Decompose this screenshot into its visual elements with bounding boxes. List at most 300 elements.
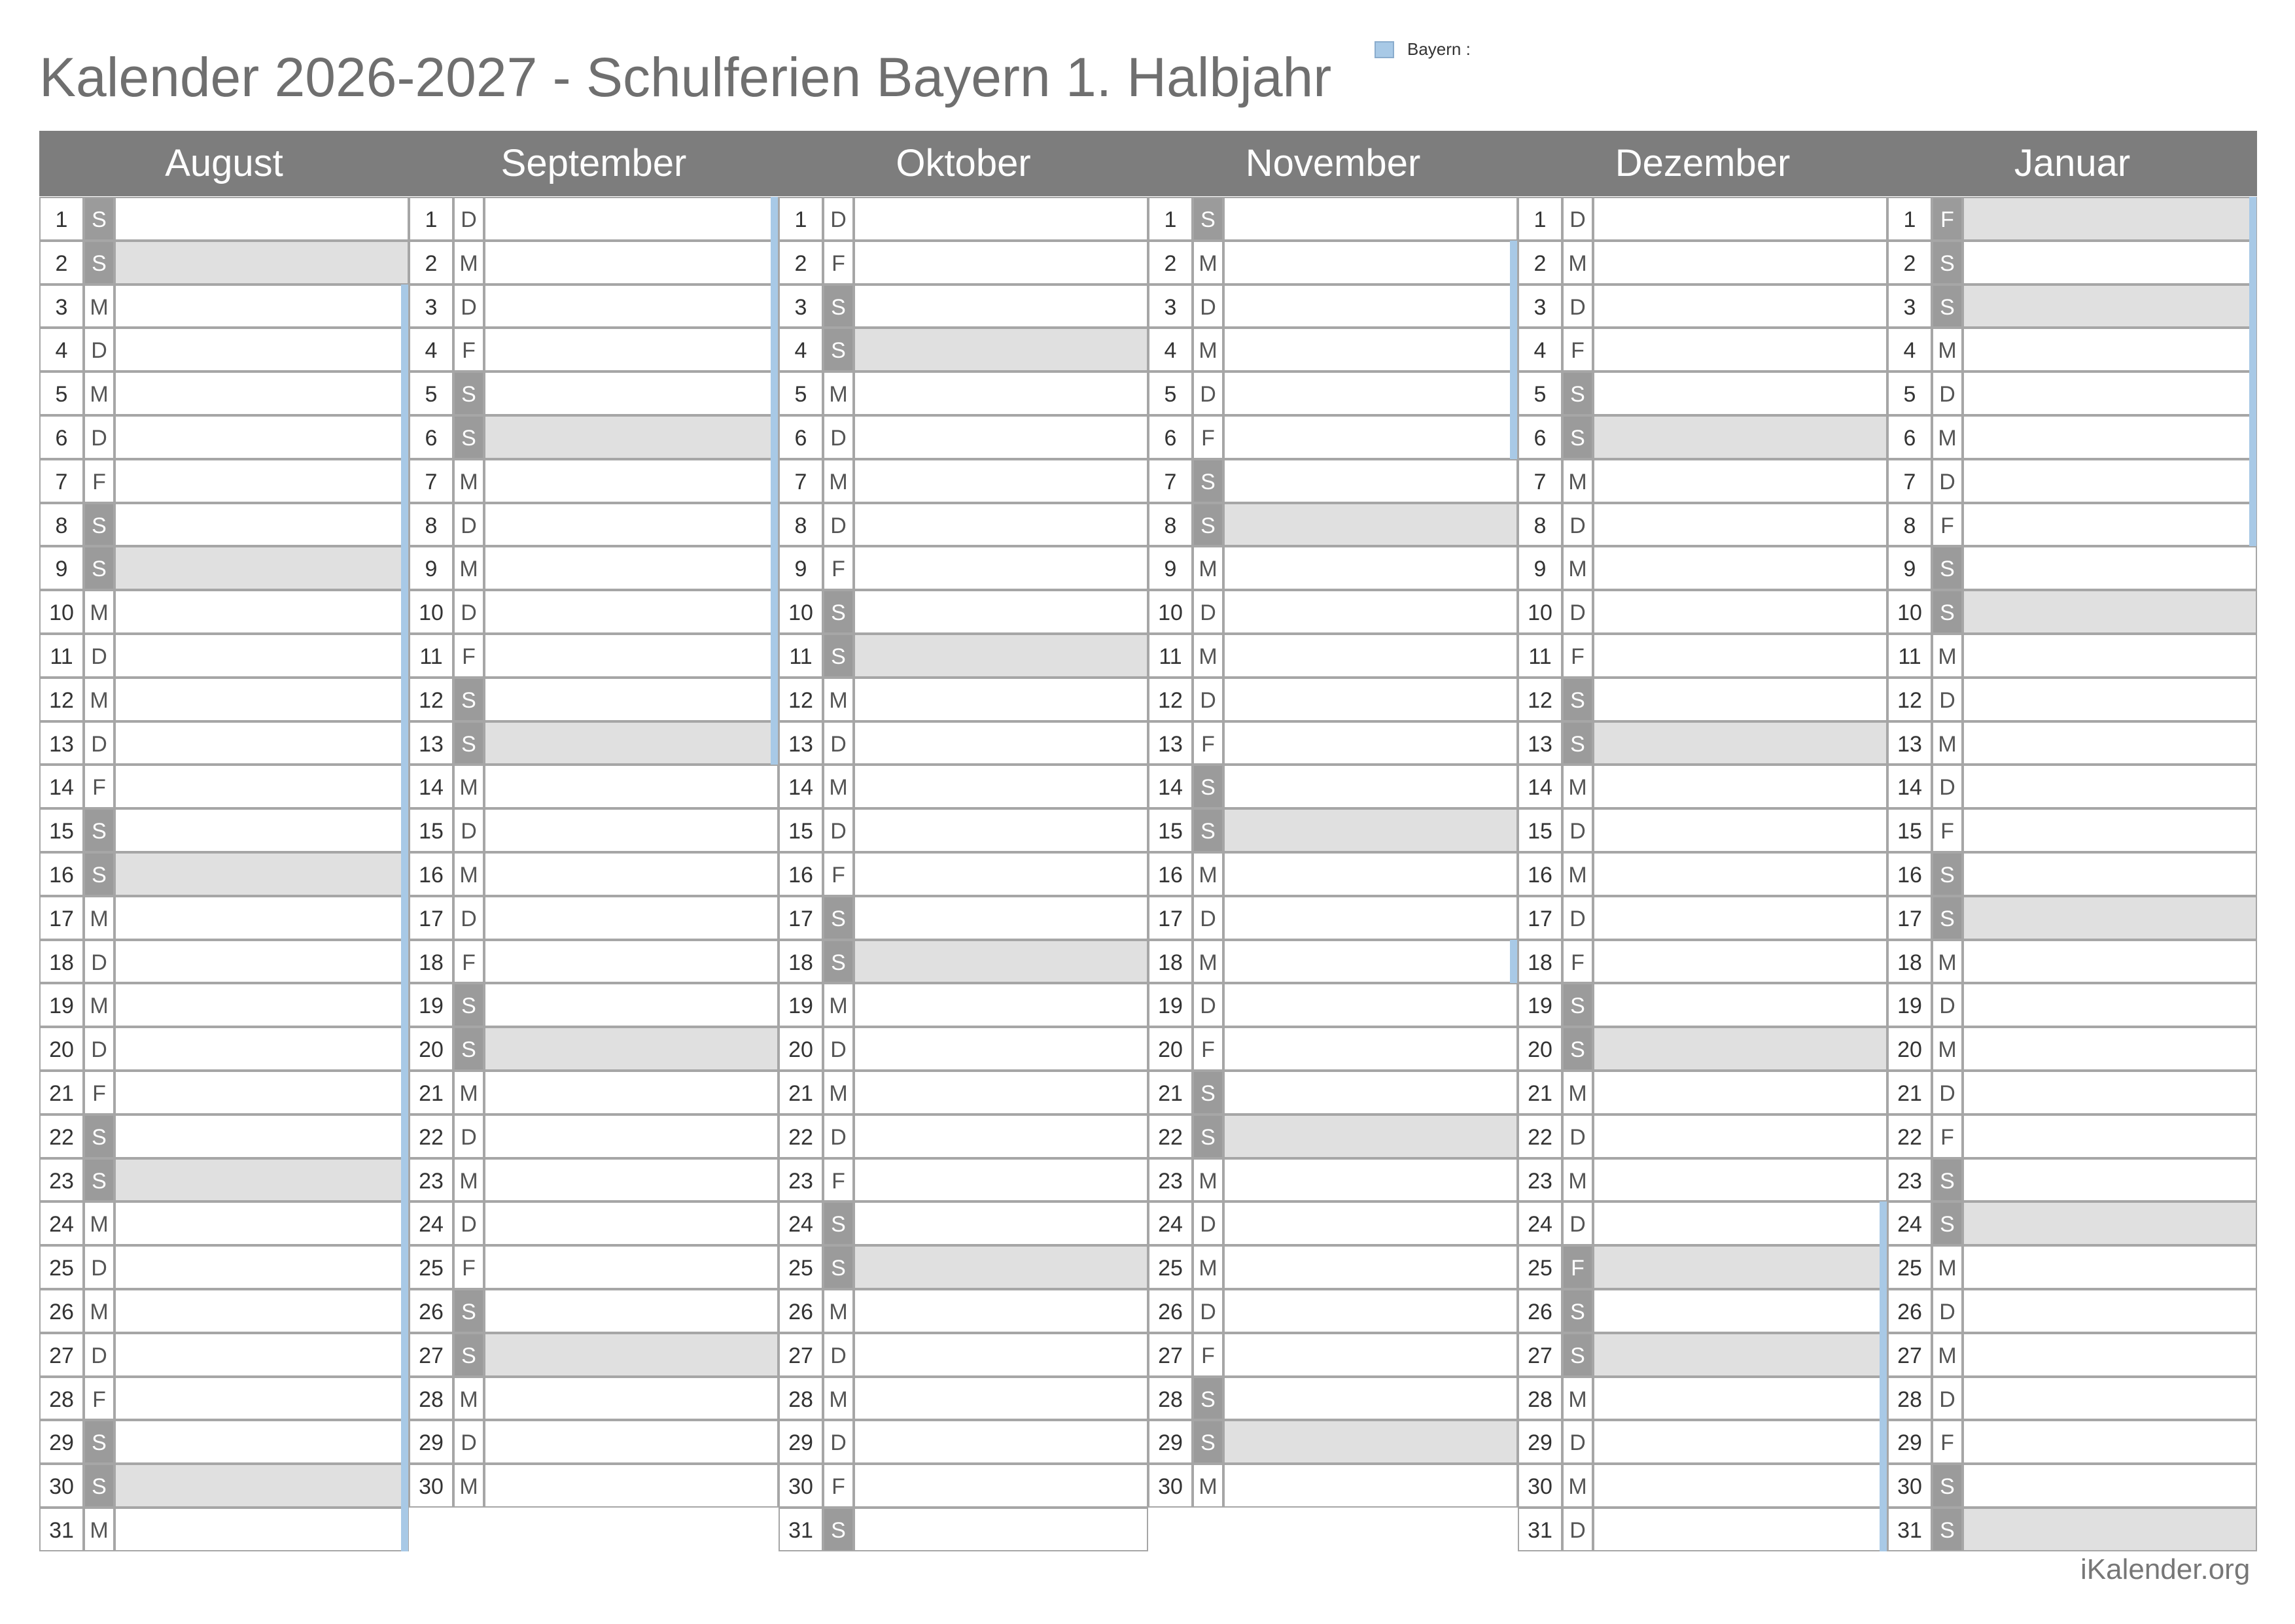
day-entry-cell[interactable] [1963, 546, 2257, 590]
day-entry-cell[interactable] [854, 371, 1148, 415]
weekday-letter: M [84, 896, 114, 940]
day-number: 25 [409, 1245, 453, 1289]
day-entry-cell[interactable] [484, 503, 779, 547]
day-entry-cell[interactable] [1593, 721, 1887, 765]
day-number: 9 [409, 546, 453, 590]
day-entry-cell[interactable] [114, 503, 409, 547]
day-entry-cell[interactable] [854, 808, 1148, 852]
day-entry-cell[interactable] [114, 1027, 409, 1071]
day-entry-cell[interactable] [484, 896, 779, 940]
day-entry-cell[interactable] [484, 940, 779, 984]
weekday-letter: M [84, 590, 114, 634]
day-entry-cell[interactable] [484, 983, 779, 1027]
day-entry-cell[interactable] [854, 503, 1148, 547]
day-entry-cell[interactable] [1223, 1027, 1518, 1071]
day-entry-cell[interactable] [1963, 1027, 2257, 1071]
day-entry-cell[interactable] [1963, 285, 2257, 328]
day-entry-cell[interactable] [1593, 896, 1887, 940]
weekday-letter: D [1562, 197, 1593, 241]
weekday-letter: F [1193, 1333, 1223, 1377]
day-number: 27 [409, 1333, 453, 1377]
day-entry-cell[interactable] [854, 1158, 1148, 1202]
day-entry-cell[interactable] [854, 1377, 1148, 1421]
weekday-letter: D [84, 1245, 114, 1289]
day-entry-cell[interactable] [1963, 1508, 2257, 1551]
day-entry-cell[interactable] [1223, 1464, 1518, 1508]
weekday-letter: S [1932, 241, 1963, 285]
vacation-marker [401, 1201, 408, 1245]
day-entry-cell[interactable] [1223, 634, 1518, 678]
day-entry-cell[interactable] [1593, 503, 1887, 547]
day-number: 30 [1148, 1464, 1193, 1508]
month-header-november: November [1245, 142, 1421, 184]
day-number: 22 [1148, 1114, 1193, 1158]
day-entry-cell[interactable] [1593, 1420, 1887, 1464]
day-entry-cell[interactable] [854, 1027, 1148, 1071]
month-header-januar: Januar [2014, 142, 2131, 184]
day-entry-cell[interactable] [1223, 1333, 1518, 1377]
day-number: 4 [1148, 328, 1193, 371]
day-number: 1 [1518, 197, 1562, 241]
day-entry-cell[interactable] [484, 1289, 779, 1333]
day-entry-cell[interactable] [1963, 808, 2257, 852]
day-entry-cell[interactable] [484, 765, 779, 808]
day-entry-cell[interactable] [1223, 459, 1518, 503]
day-entry-cell[interactable] [1223, 852, 1518, 896]
day-entry-cell[interactable] [854, 983, 1148, 1027]
day-number: 4 [39, 328, 84, 371]
day-entry-cell[interactable] [114, 1420, 409, 1464]
day-entry-cell[interactable] [854, 1201, 1148, 1245]
day-number: 14 [409, 765, 453, 808]
weekday-letter: S [84, 241, 114, 285]
day-entry-cell[interactable] [484, 1245, 779, 1289]
vacation-marker [771, 546, 778, 590]
day-entry-cell[interactable] [1223, 1071, 1518, 1114]
weekday-letter: S [1193, 1420, 1223, 1464]
day-entry-cell[interactable] [484, 678, 779, 721]
weekday-letter: D [1562, 1114, 1593, 1158]
day-entry-cell[interactable] [1223, 590, 1518, 634]
day-entry-cell[interactable] [1223, 503, 1518, 547]
day-entry-cell[interactable] [1593, 197, 1887, 241]
day-entry-cell[interactable] [484, 1464, 779, 1508]
day-entry-cell[interactable] [114, 983, 409, 1027]
day-number: 12 [779, 678, 823, 721]
day-number: 29 [779, 1420, 823, 1464]
day-entry-cell[interactable] [1963, 1158, 2257, 1202]
day-entry-cell[interactable] [1593, 459, 1887, 503]
day-entry-cell[interactable] [1963, 896, 2257, 940]
day-entry-cell[interactable] [854, 459, 1148, 503]
day-entry-cell[interactable] [854, 1508, 1148, 1551]
day-entry-cell[interactable] [1963, 590, 2257, 634]
day-entry-cell[interactable] [1963, 1464, 2257, 1508]
day-entry-cell[interactable] [1593, 285, 1887, 328]
day-number: 6 [1148, 415, 1193, 459]
day-entry-cell[interactable] [854, 285, 1148, 328]
day-entry-cell[interactable] [1223, 1245, 1518, 1289]
day-number: 14 [39, 765, 84, 808]
day-entry-cell[interactable] [1593, 852, 1887, 896]
day-entry-cell[interactable] [114, 285, 409, 328]
vacation-marker [771, 459, 778, 503]
day-entry-cell[interactable] [1963, 1377, 2257, 1421]
vacation-marker [2249, 197, 2256, 241]
day-number: 3 [1518, 285, 1562, 328]
day-entry-cell[interactable] [1593, 1114, 1887, 1158]
day-number: 22 [409, 1114, 453, 1158]
vacation-marker [1880, 1508, 1887, 1551]
weekday-letter: F [84, 1071, 114, 1114]
day-entry-cell[interactable] [1223, 546, 1518, 590]
vacation-marker [401, 1377, 408, 1421]
day-entry-cell[interactable] [854, 1420, 1148, 1464]
day-entry-cell[interactable] [484, 415, 779, 459]
day-number: 28 [39, 1377, 84, 1421]
day-entry-cell[interactable] [114, 678, 409, 721]
day-entry-cell[interactable] [1963, 983, 2257, 1027]
day-entry-cell[interactable] [114, 328, 409, 371]
day-number: 10 [779, 590, 823, 634]
day-entry-cell[interactable] [854, 1289, 1148, 1333]
day-number: 24 [409, 1201, 453, 1245]
day-entry-cell[interactable] [484, 371, 779, 415]
day-entry-cell[interactable] [854, 1071, 1148, 1114]
day-entry-cell[interactable] [1593, 1158, 1887, 1202]
day-entry-cell[interactable] [484, 241, 779, 285]
weekday-letter: M [1932, 634, 1963, 678]
day-entry-cell[interactable] [484, 1377, 779, 1421]
vacation-marker [2249, 285, 2256, 328]
day-entry-cell[interactable] [484, 1201, 779, 1245]
day-entry-cell[interactable] [1963, 328, 2257, 371]
day-entry-cell[interactable] [1593, 1027, 1887, 1071]
day-entry-cell[interactable] [1963, 1114, 2257, 1158]
weekday-letter: D [823, 503, 854, 547]
day-entry-cell[interactable] [1593, 1333, 1887, 1377]
day-entry-cell[interactable] [1593, 590, 1887, 634]
day-entry-cell[interactable] [854, 1114, 1148, 1158]
day-number: 24 [39, 1201, 84, 1245]
vacation-marker [1510, 371, 1517, 415]
day-entry-cell[interactable] [1223, 808, 1518, 852]
day-number: 10 [1518, 590, 1562, 634]
day-number: 3 [409, 285, 453, 328]
day-entry-cell[interactable] [854, 634, 1148, 678]
weekday-letter: F [1193, 1027, 1223, 1071]
day-number: 15 [39, 808, 84, 852]
weekday-letter: D [1193, 590, 1223, 634]
day-entry-cell[interactable] [1963, 371, 2257, 415]
weekday-letter: D [1562, 1508, 1593, 1551]
day-entry-cell[interactable] [1223, 371, 1518, 415]
day-entry-cell[interactable] [114, 765, 409, 808]
day-entry-cell[interactable] [1223, 415, 1518, 459]
day-entry-cell[interactable] [1593, 1245, 1887, 1289]
day-entry-cell[interactable] [484, 285, 779, 328]
vacation-marker [401, 940, 408, 984]
weekday-letter: S [823, 590, 854, 634]
day-entry-cell[interactable] [114, 1114, 409, 1158]
day-entry-cell[interactable] [1963, 1245, 2257, 1289]
day-number: 8 [1148, 503, 1193, 547]
weekday-letter: S [453, 1027, 484, 1071]
day-entry-cell[interactable] [1223, 940, 1518, 984]
day-number: 12 [1887, 678, 1932, 721]
day-entry-cell[interactable] [1963, 940, 2257, 984]
day-entry-cell[interactable] [1963, 678, 2257, 721]
day-number: 21 [409, 1071, 453, 1114]
day-entry-cell[interactable] [114, 459, 409, 503]
weekday-letter: F [84, 765, 114, 808]
day-entry-cell[interactable] [114, 1201, 409, 1245]
day-entry-cell[interactable] [854, 1464, 1148, 1508]
day-entry-cell[interactable] [1593, 1201, 1887, 1245]
day-entry-cell[interactable] [484, 1158, 779, 1202]
day-entry-cell[interactable] [1223, 1201, 1518, 1245]
day-entry-cell[interactable] [1593, 1464, 1887, 1508]
day-entry-cell[interactable] [114, 1333, 409, 1377]
day-entry-cell[interactable] [484, 1333, 779, 1377]
weekday-letter: M [1932, 1333, 1963, 1377]
day-entry-cell[interactable] [484, 1114, 779, 1158]
day-number: 11 [1887, 634, 1932, 678]
day-entry-cell[interactable] [114, 1245, 409, 1289]
day-entry-cell[interactable] [1223, 896, 1518, 940]
day-entry-cell[interactable] [114, 1464, 409, 1508]
day-number: 14 [1148, 765, 1193, 808]
day-entry-cell[interactable] [1963, 241, 2257, 285]
vacation-marker [1510, 241, 1517, 285]
day-entry-cell[interactable] [114, 1158, 409, 1202]
weekday-letter: D [453, 197, 484, 241]
weekday-letter: M [1562, 765, 1593, 808]
day-entry-cell[interactable] [1593, 415, 1887, 459]
weekday-letter: M [1193, 241, 1223, 285]
vacation-marker [401, 328, 408, 371]
day-entry-cell[interactable] [484, 1420, 779, 1464]
day-number: 7 [779, 459, 823, 503]
day-entry-cell[interactable] [484, 459, 779, 503]
day-number: 23 [409, 1158, 453, 1202]
day-entry-cell[interactable] [1223, 241, 1518, 285]
day-entry-cell[interactable] [1593, 328, 1887, 371]
weekday-letter: S [1562, 415, 1593, 459]
day-number: 20 [779, 1027, 823, 1071]
day-entry-cell[interactable] [114, 721, 409, 765]
day-number: 27 [1148, 1333, 1193, 1377]
day-number: 17 [1148, 896, 1193, 940]
day-entry-cell[interactable] [1593, 371, 1887, 415]
day-entry-cell[interactable] [1223, 197, 1518, 241]
day-entry-cell[interactable] [854, 328, 1148, 371]
day-entry-cell[interactable] [1963, 1201, 2257, 1245]
day-entry-cell[interactable] [1963, 1289, 2257, 1333]
day-entry-cell[interactable] [1963, 852, 2257, 896]
weekday-letter: D [1193, 371, 1223, 415]
day-entry-cell[interactable] [1223, 1420, 1518, 1464]
day-number: 20 [1148, 1027, 1193, 1071]
day-number: 24 [1887, 1201, 1932, 1245]
day-entry-cell[interactable] [1593, 1071, 1887, 1114]
day-entry-cell[interactable] [1593, 1377, 1887, 1421]
vacation-marker [771, 241, 778, 285]
day-number: 17 [1518, 896, 1562, 940]
weekday-letter: D [823, 1114, 854, 1158]
day-entry-cell[interactable] [1963, 197, 2257, 241]
day-number: 15 [1887, 808, 1932, 852]
day-entry-cell[interactable] [114, 1508, 409, 1551]
weekday-letter: M [1562, 546, 1593, 590]
day-number: 25 [39, 1245, 84, 1289]
vacation-marker [2249, 328, 2256, 371]
day-entry-cell[interactable] [1963, 503, 2257, 547]
day-entry-cell[interactable] [114, 940, 409, 984]
day-entry-cell[interactable] [114, 896, 409, 940]
weekday-letter: M [1932, 721, 1963, 765]
day-entry-cell[interactable] [1223, 765, 1518, 808]
day-entry-cell[interactable] [854, 546, 1148, 590]
page-title: Kalender 2026-2027 - Schulferien Bayern 1. Halbjahr [39, 46, 1332, 108]
day-entry-cell[interactable] [1593, 241, 1887, 285]
day-entry-cell[interactable] [1593, 808, 1887, 852]
day-entry-cell[interactable] [1593, 765, 1887, 808]
weekday-letter: D [823, 808, 854, 852]
day-number: 9 [1518, 546, 1562, 590]
day-entry-cell[interactable] [484, 634, 779, 678]
weekday-letter: S [453, 415, 484, 459]
day-entry-cell[interactable] [854, 678, 1148, 721]
day-entry-cell[interactable] [484, 1071, 779, 1114]
weekday-letter: D [84, 1027, 114, 1071]
day-entry-cell[interactable] [854, 940, 1148, 984]
day-entry-cell[interactable] [1963, 1333, 2257, 1377]
day-entry-cell[interactable] [854, 590, 1148, 634]
weekday-letter: M [823, 983, 854, 1027]
weekday-letter: M [1932, 940, 1963, 984]
day-entry-cell[interactable] [854, 896, 1148, 940]
weekday-letter: M [1193, 940, 1223, 984]
day-entry-cell[interactable] [114, 590, 409, 634]
day-entry-cell[interactable] [114, 808, 409, 852]
day-entry-cell[interactable] [1593, 546, 1887, 590]
day-entry-cell[interactable] [114, 371, 409, 415]
vacation-marker [401, 852, 408, 896]
day-entry-cell[interactable] [854, 197, 1148, 241]
day-entry-cell[interactable] [1963, 415, 2257, 459]
day-entry-cell[interactable] [1223, 1377, 1518, 1421]
weekday-letter: M [84, 678, 114, 721]
day-entry-cell[interactable] [484, 808, 779, 852]
day-entry-cell[interactable] [1223, 1289, 1518, 1333]
weekday-letter: S [1193, 459, 1223, 503]
day-entry-cell[interactable] [1963, 765, 2257, 808]
day-entry-cell[interactable] [1963, 1420, 2257, 1464]
day-entry-cell[interactable] [854, 721, 1148, 765]
day-entry-cell[interactable] [1593, 983, 1887, 1027]
weekday-letter: D [1932, 459, 1963, 503]
day-number: 9 [1887, 546, 1932, 590]
day-entry-cell[interactable] [1223, 1114, 1518, 1158]
day-number: 21 [39, 1071, 84, 1114]
weekday-letter: S [1562, 371, 1593, 415]
day-entry-cell[interactable] [114, 1289, 409, 1333]
vacation-marker [771, 634, 778, 678]
day-entry-cell[interactable] [854, 765, 1148, 808]
weekday-letter: F [1932, 808, 1963, 852]
day-entry-cell[interactable] [484, 328, 779, 371]
day-entry-cell[interactable] [114, 634, 409, 678]
day-entry-cell[interactable] [484, 852, 779, 896]
weekday-letter: S [1193, 1071, 1223, 1114]
weekday-letter: S [1193, 1114, 1223, 1158]
day-entry-cell[interactable] [114, 241, 409, 285]
vacation-marker [401, 896, 408, 940]
day-entry-cell[interactable] [1223, 285, 1518, 328]
day-entry-cell[interactable] [484, 546, 779, 590]
weekday-letter: M [1932, 1027, 1963, 1071]
day-entry-cell[interactable] [114, 197, 409, 241]
day-entry-cell[interactable] [114, 1071, 409, 1114]
weekday-letter: S [1932, 590, 1963, 634]
day-entry-cell[interactable] [1223, 1158, 1518, 1202]
day-entry-cell[interactable] [1963, 634, 2257, 678]
day-entry-cell[interactable] [854, 1333, 1148, 1377]
day-entry-cell[interactable] [484, 590, 779, 634]
weekday-letter: D [1932, 1289, 1963, 1333]
day-entry-cell[interactable] [1223, 328, 1518, 371]
day-entry-cell[interactable] [484, 1027, 779, 1071]
weekday-letter: D [453, 1114, 484, 1158]
vacation-marker [401, 371, 408, 415]
day-entry-cell[interactable] [114, 415, 409, 459]
weekday-letter: D [1562, 503, 1593, 547]
day-entry-cell[interactable] [1593, 678, 1887, 721]
day-entry-cell[interactable] [1963, 721, 2257, 765]
day-entry-cell[interactable] [1223, 721, 1518, 765]
day-entry-cell[interactable] [854, 241, 1148, 285]
vacation-marker [401, 285, 408, 328]
day-number: 22 [1518, 1114, 1562, 1158]
weekday-letter: F [823, 852, 854, 896]
day-entry-cell[interactable] [854, 852, 1148, 896]
day-entry-cell[interactable] [1593, 940, 1887, 984]
day-entry-cell[interactable] [484, 197, 779, 241]
day-number: 13 [1518, 721, 1562, 765]
day-entry-cell[interactable] [1593, 1289, 1887, 1333]
day-entry-cell[interactable] [854, 1245, 1148, 1289]
day-entry-cell[interactable] [1593, 1508, 1887, 1551]
weekday-letter: F [1562, 634, 1593, 678]
day-entry-cell[interactable] [854, 415, 1148, 459]
weekday-letter: M [1562, 1071, 1593, 1114]
day-entry-cell[interactable] [484, 721, 779, 765]
day-number: 6 [1887, 415, 1932, 459]
weekday-letter: M [453, 1158, 484, 1202]
day-entry-cell[interactable] [1223, 983, 1518, 1027]
day-entry-cell[interactable] [114, 546, 409, 590]
day-entry-cell[interactable] [1593, 634, 1887, 678]
day-entry-cell[interactable] [114, 852, 409, 896]
weekday-letter: F [823, 241, 854, 285]
day-number: 19 [39, 983, 84, 1027]
day-entry-cell[interactable] [1963, 459, 2257, 503]
day-entry-cell[interactable] [1963, 1071, 2257, 1114]
weekday-letter: M [1193, 852, 1223, 896]
day-entry-cell[interactable] [114, 1377, 409, 1421]
day-entry-cell[interactable] [1223, 678, 1518, 721]
